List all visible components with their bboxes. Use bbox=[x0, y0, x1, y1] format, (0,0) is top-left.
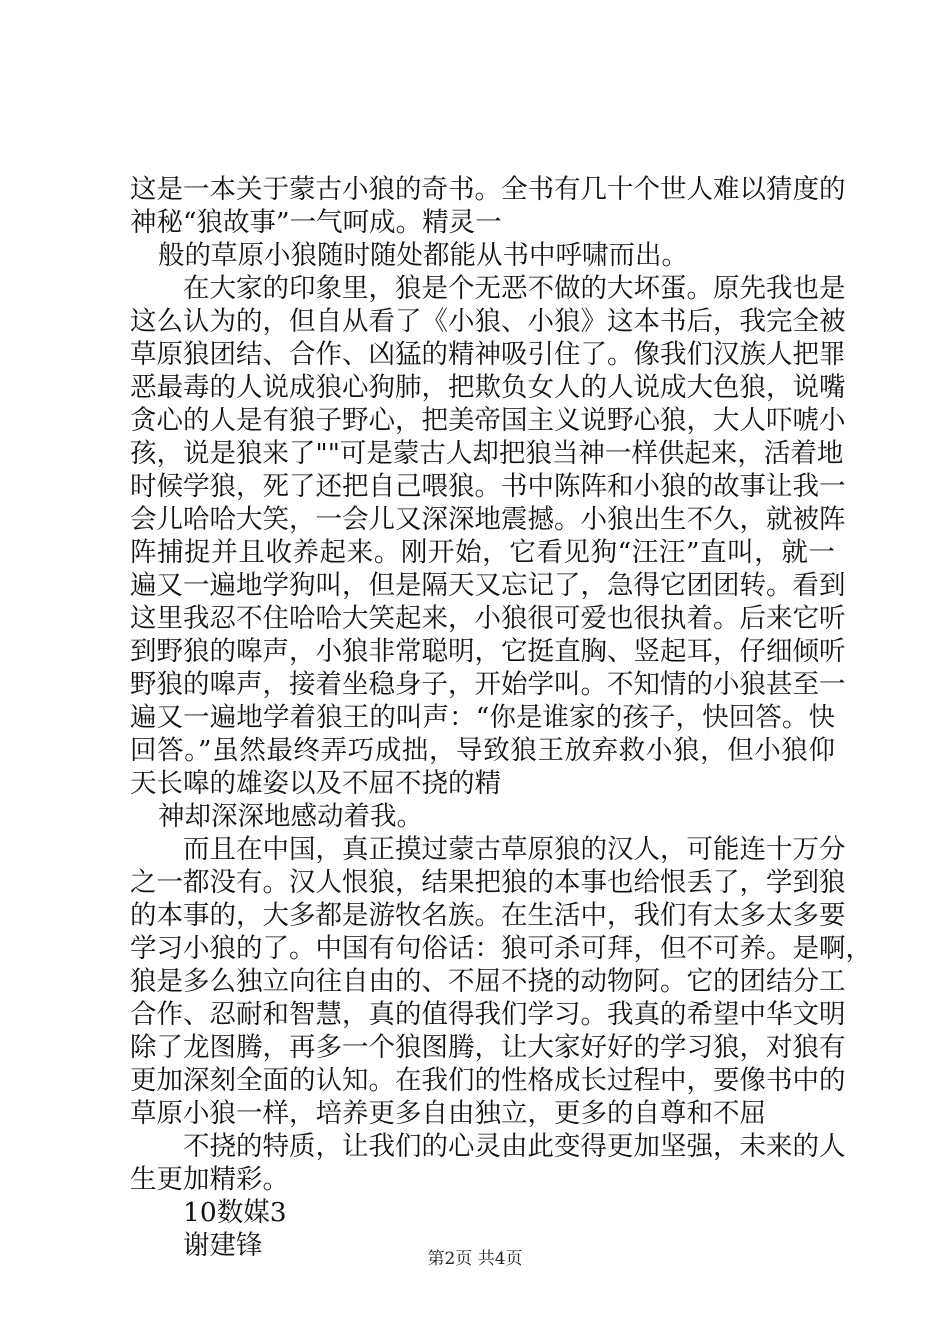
text-line: 时候学狼，死了还把自己喂狼。书中陈阵和小狼的故事让我一 bbox=[130, 471, 846, 502]
text-line: 神却深深地感动着我。 bbox=[158, 801, 423, 832]
text-line: 这么认为的，但自从看了《小狼、小狼》这本书后，我完全被 bbox=[130, 306, 846, 337]
text-line: 恶最毒的人说成狼心狗肺，把欺负女人的人说成大色狼，说嘴 bbox=[130, 372, 846, 403]
class-label: 10数媒3 bbox=[183, 1197, 287, 1228]
text-line: 遍又一遍地学狗叫，但是隔天又忘记了，急得它团团转。看到 bbox=[130, 570, 846, 601]
text-line: 草原小狼一样，培养更多自由独立，更多的自尊和不屈 bbox=[130, 1098, 766, 1129]
text-line: 这是一本关于蒙古小狼的奇书。全书有几十个世人难以猜度的 bbox=[130, 174, 846, 205]
text-line: 在大家的印象里，狼是个无恶不做的大坏蛋。原先我也是 bbox=[183, 273, 846, 304]
text-line: 会儿哈哈大笑，一会儿又深深地震撼。小狼出生不久，就被阵 bbox=[130, 504, 846, 535]
text-line: 不挠的特质，让我们的心灵由此变得更加坚强，未来的人 bbox=[183, 1131, 846, 1162]
text-line: 除了龙图腾，再多一个狼图腾，让大家好好的学习狼，对狼有 bbox=[130, 1032, 846, 1063]
text-line: 阵捕捉并且收养起来。刚开始，它看见狗“汪汪”直叫，就一 bbox=[130, 537, 835, 568]
text-line: 遍又一遍地学着狼王的叫声：“你是谁家的孩子，快回答。快 bbox=[130, 702, 835, 733]
author-name: 谢建锋 bbox=[183, 1230, 263, 1261]
text-line: 野狼的嗥声，接着坐稳身子，开始学叫。不知情的小狼甚至一 bbox=[130, 669, 846, 700]
text-line: 而且在中国，真正摸过蒙古草原狼的汉人，可能连十万分 bbox=[183, 834, 846, 865]
text-line: 狼是多么独立向往自由的、不屈不挠的动物阿。它的团结分工 bbox=[130, 966, 846, 997]
text-line: 生更加精彩。 bbox=[130, 1164, 289, 1195]
text-line: 到野狼的嗥声，小狼非常聪明，它挺直胸、竖起耳，仔细倾听 bbox=[130, 636, 846, 667]
text-line: 贪心的人是有狼子野心，把美帝国主义说野心狼，大人吓唬小 bbox=[130, 405, 846, 436]
text-line: 学习小狼的了。中国有句俗话：狼可杀可拜，但不可养。是啊， bbox=[130, 933, 872, 964]
text-line: 更加深刻全面的认知。在我们的性格成长过程中，要像书中的 bbox=[130, 1065, 846, 1096]
text-line: 这里我忍不住哈哈大笑起来，小狼很可爱也很执着。后来它听 bbox=[130, 603, 846, 634]
page-number: 第2页 共4页 bbox=[427, 1249, 523, 1269]
text-line: 回答。”虽然最终弄巧成拙，导致狼王放弃救小狼，但小狼仰 bbox=[130, 735, 835, 766]
text-line: 般的草原小狼随时随处都能从书中呼啸而出。 bbox=[158, 240, 688, 271]
text-line: 之一都没有。汉人恨狼，结果把狼的本事也给恨丢了，学到狼 bbox=[130, 867, 846, 898]
text-line: 合作、忍耐和智慧，真的值得我们学习。我真的希望中华文明 bbox=[130, 999, 846, 1030]
text-line: 草原狼团结、合作、凶猛的精神吸引住了。像我们汉族人把罪 bbox=[130, 339, 846, 370]
text-line: 神秘“狼故事”一气呵成。精灵一 bbox=[130, 207, 502, 238]
text-line: 天长嗥的雄姿以及不屈不挠的精 bbox=[130, 768, 501, 799]
text-line: 的本事的，大多都是游牧名族。在生活中，我们有太多太多要 bbox=[130, 900, 846, 931]
text-line: 孩，说是狼来了""可是蒙古人却把狼当神一样供起来，活着地 bbox=[130, 438, 844, 469]
article-body bbox=[130, 173, 872, 1262]
